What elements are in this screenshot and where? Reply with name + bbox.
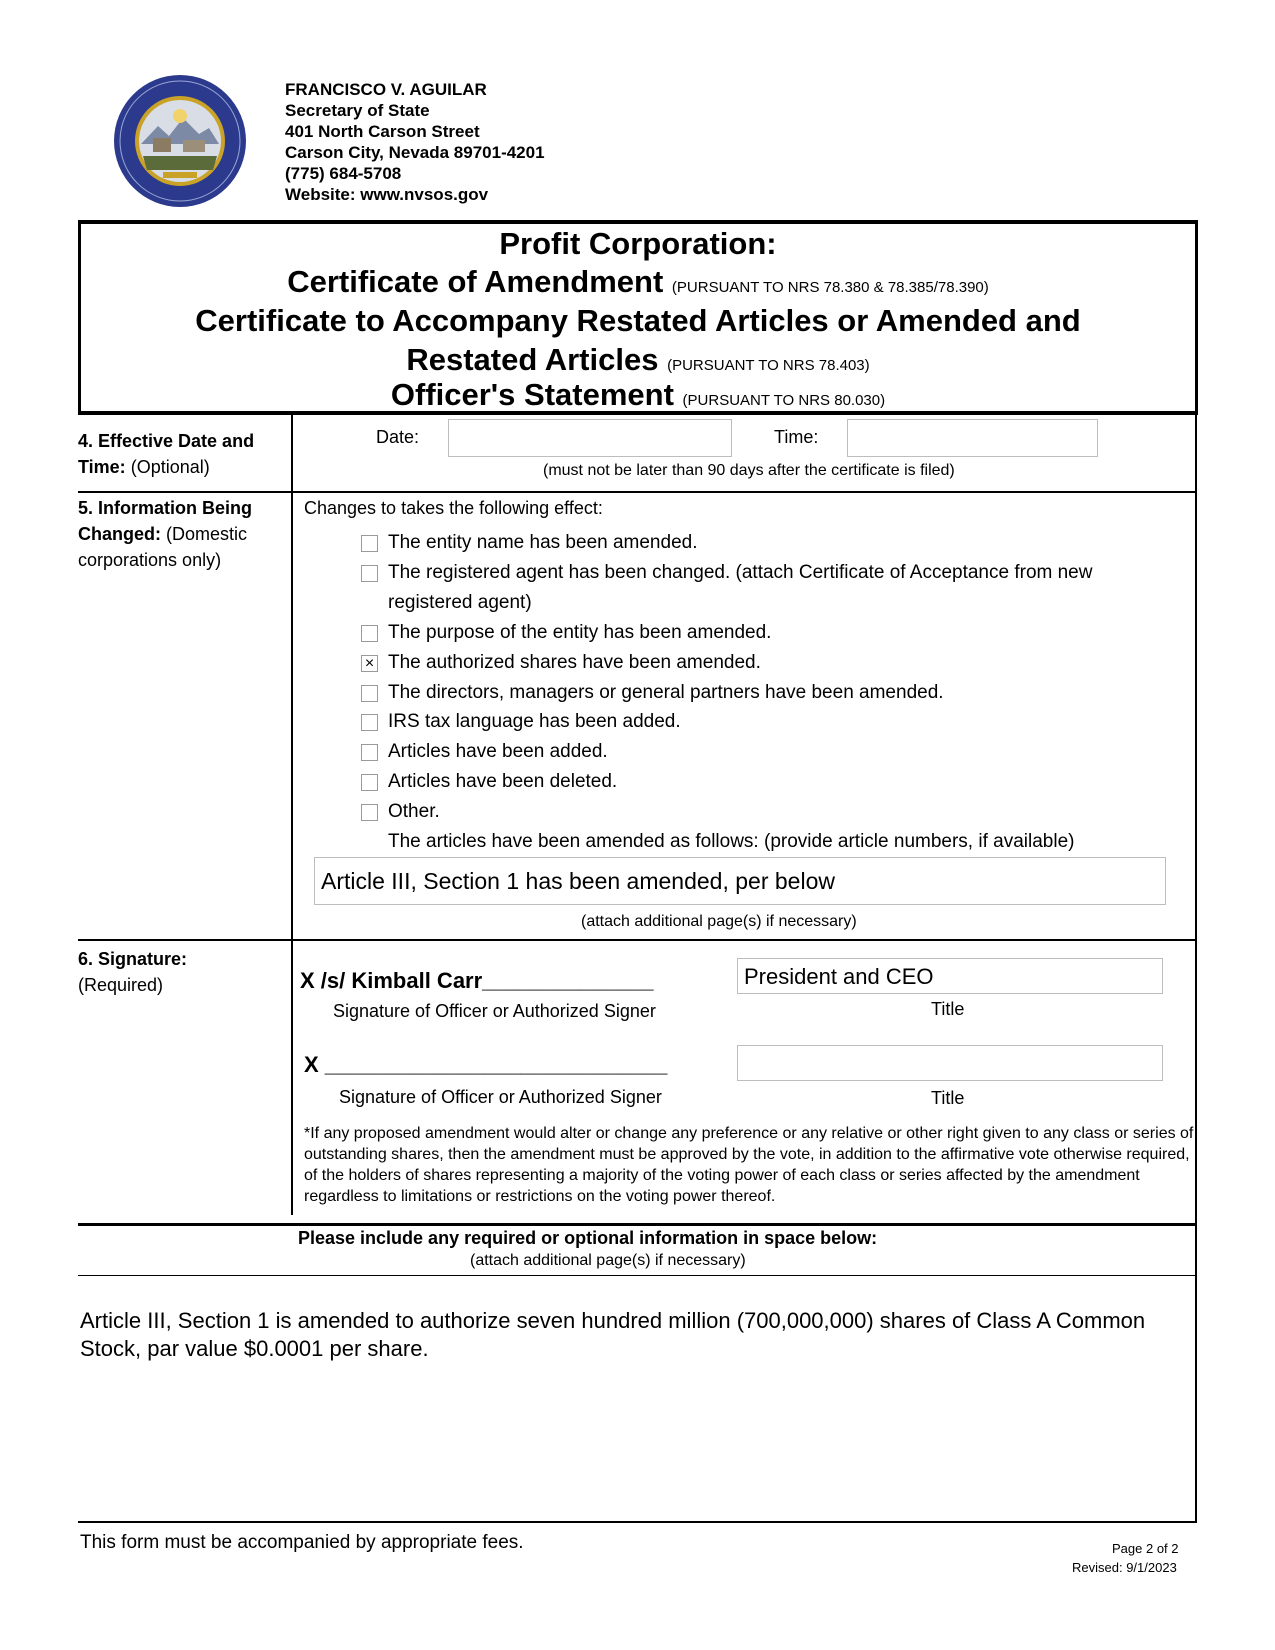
checkbox-other[interactable] — [361, 804, 378, 821]
attach-pages-note: (attach additional page(s) if necessary) — [581, 913, 857, 930]
title-1-field[interactable]: President and CEO — [737, 958, 1163, 994]
signature-2[interactable]: X ____________________________ — [304, 1052, 668, 1077]
signature-1-caption: Signature of Officer or Authorized Signer — [333, 1001, 656, 1021]
option-directors: The directors, managers or general partners have been amended. — [388, 682, 944, 703]
office-website: Website: www.nvsos.gov — [285, 185, 489, 204]
option-articles-added: Articles have been added. — [388, 741, 608, 762]
section-5-title: 5. Information Being Changed: — [78, 498, 253, 544]
option-other: Other. — [388, 801, 440, 822]
checkbox-articles-deleted[interactable] — [361, 774, 378, 791]
effective-date-field[interactable] — [448, 419, 732, 457]
checkbox-entity-name[interactable] — [361, 535, 378, 552]
office-phone: (775) 684-5708 — [285, 164, 402, 183]
bottom-border — [78, 1521, 1197, 1523]
checkmark-icon: × — [364, 655, 375, 672]
section-5-note: (Domestic corporations only) — [78, 524, 248, 570]
section-4-note: (Optional) — [130, 457, 210, 477]
checkbox-registered-agent[interactable] — [361, 565, 378, 582]
office-street: 401 North Carson Street — [285, 122, 480, 141]
amended-articles-field[interactable]: Article III, Section 1 has been amended, per below — [314, 857, 1166, 905]
form-title-box — [78, 220, 1198, 415]
checkbox-articles-added[interactable] — [361, 744, 378, 761]
option-articles-deleted: Articles have been deleted. — [388, 771, 618, 792]
fees-note: This form must be accompanied by appropriate fees. — [80, 1532, 524, 1553]
title-line-3: Certificate to Accompany Restated Articles or Amended and — [195, 303, 1081, 338]
option-entity-name: The entity name has been amended. — [388, 532, 698, 553]
column-divider — [291, 415, 293, 1215]
time-label: Time: — [774, 427, 819, 447]
date-limit-note: (must not be later than 90 days after the certificate is filed) — [543, 462, 955, 479]
title-restated-articles: Restated Articles — [406, 342, 659, 377]
page-number: Page 2 of 2 — [1112, 1541, 1179, 1556]
changes-intro: Changes to takes the following effect: — [304, 498, 603, 518]
office-city: Carson City, Nevada 89701-4201 — [285, 143, 545, 162]
option-registered-agent-cont: registered agent) — [388, 592, 532, 613]
checkbox-authorized-shares[interactable] — [361, 655, 378, 672]
title-line-4 — [81, 342, 1195, 378]
title-line-5-note: (PURSUANT TO NRS 80.030) — [682, 392, 886, 409]
row-divider-6-additional — [78, 1223, 1197, 1226]
revised-date: Revised: 9/1/2023 — [1072, 1560, 1177, 1575]
section-6-note: (Required) — [78, 975, 164, 995]
option-purpose: The purpose of the entity has been amended. — [388, 622, 772, 643]
option-authorized-shares: The authorized shares have been amended. — [388, 652, 761, 673]
section-5-label — [78, 495, 288, 573]
date-label: Date: — [376, 427, 420, 447]
title-2-caption: Title — [931, 1088, 965, 1108]
additional-info-body: Article III, Section 1 is amended to authorize seven hundred million (700,000,000) shares of Class A Common Stock, par value $0.0001 per share. — [80, 1308, 1146, 1361]
title-line-4-note: (PURSUANT TO NRS 78.403) — [667, 357, 870, 374]
effective-time-field[interactable] — [847, 419, 1098, 457]
right-border — [1195, 415, 1197, 1523]
secretary-name: FRANCISCO V. AGUILAR — [285, 80, 487, 99]
checkbox-irs-language[interactable] — [361, 714, 378, 731]
section-4-label — [78, 428, 288, 480]
option-registered-agent: The registered agent has been changed. (attach Certificate of Acceptance from new — [388, 562, 1093, 583]
additional-heading-divider — [78, 1275, 1197, 1276]
amendment-footnote: *If any proposed amendment would alter or change any preference or any relative or other right given to any class or series of outstanding shares, then the amendment must be approved by the vote, in addition to the affirmative vote otherwise required, of the holders of shares representing a majority of the voting power of each class or series affected by the amendment regardless to limitations or restrictions on the voting power thereof. — [304, 1125, 1194, 1205]
section-6-label — [78, 946, 288, 998]
title-2-field[interactable] — [737, 1045, 1163, 1081]
signature-1[interactable]: X /s/ Kimball Carr______________ — [300, 968, 654, 993]
signature-2-caption: Signature of Officer or Authorized Signer — [339, 1087, 662, 1107]
checkbox-purpose[interactable] — [361, 625, 378, 642]
row-divider-5-6 — [78, 939, 1197, 941]
section-6-title: 6. Signature: — [78, 949, 188, 969]
option-irs-language: IRS tax language has been added. — [388, 711, 681, 732]
title-1-caption: Title — [931, 999, 965, 1019]
title-line-1: Profit Corporation: — [499, 226, 777, 261]
additional-info-heading: Please include any required or optional information in space below: — [298, 1228, 878, 1248]
nevada-state-seal — [113, 74, 247, 208]
title-line-2 — [81, 264, 1195, 300]
title-line-2-note: (PURSUANT TO NRS 78.380 & 78.385/78.390) — [671, 279, 989, 296]
title-officers-statement: Officer's Statement — [390, 377, 674, 412]
title-certificate-of-amendment: Certificate of Amendment — [287, 264, 664, 299]
secretary-office: Secretary of State — [285, 101, 430, 120]
checkbox-directors[interactable] — [361, 685, 378, 702]
title-line-5 — [81, 377, 1195, 413]
additional-info-note: (attach additional page(s) if necessary) — [470, 1252, 746, 1269]
row-divider-4-5 — [78, 491, 1197, 493]
amended-as-follows-label: The articles have been amended as follows: (provide article numbers, if available) — [388, 831, 1075, 852]
section-4-title: 4. Effective Date and Time: — [78, 431, 255, 477]
